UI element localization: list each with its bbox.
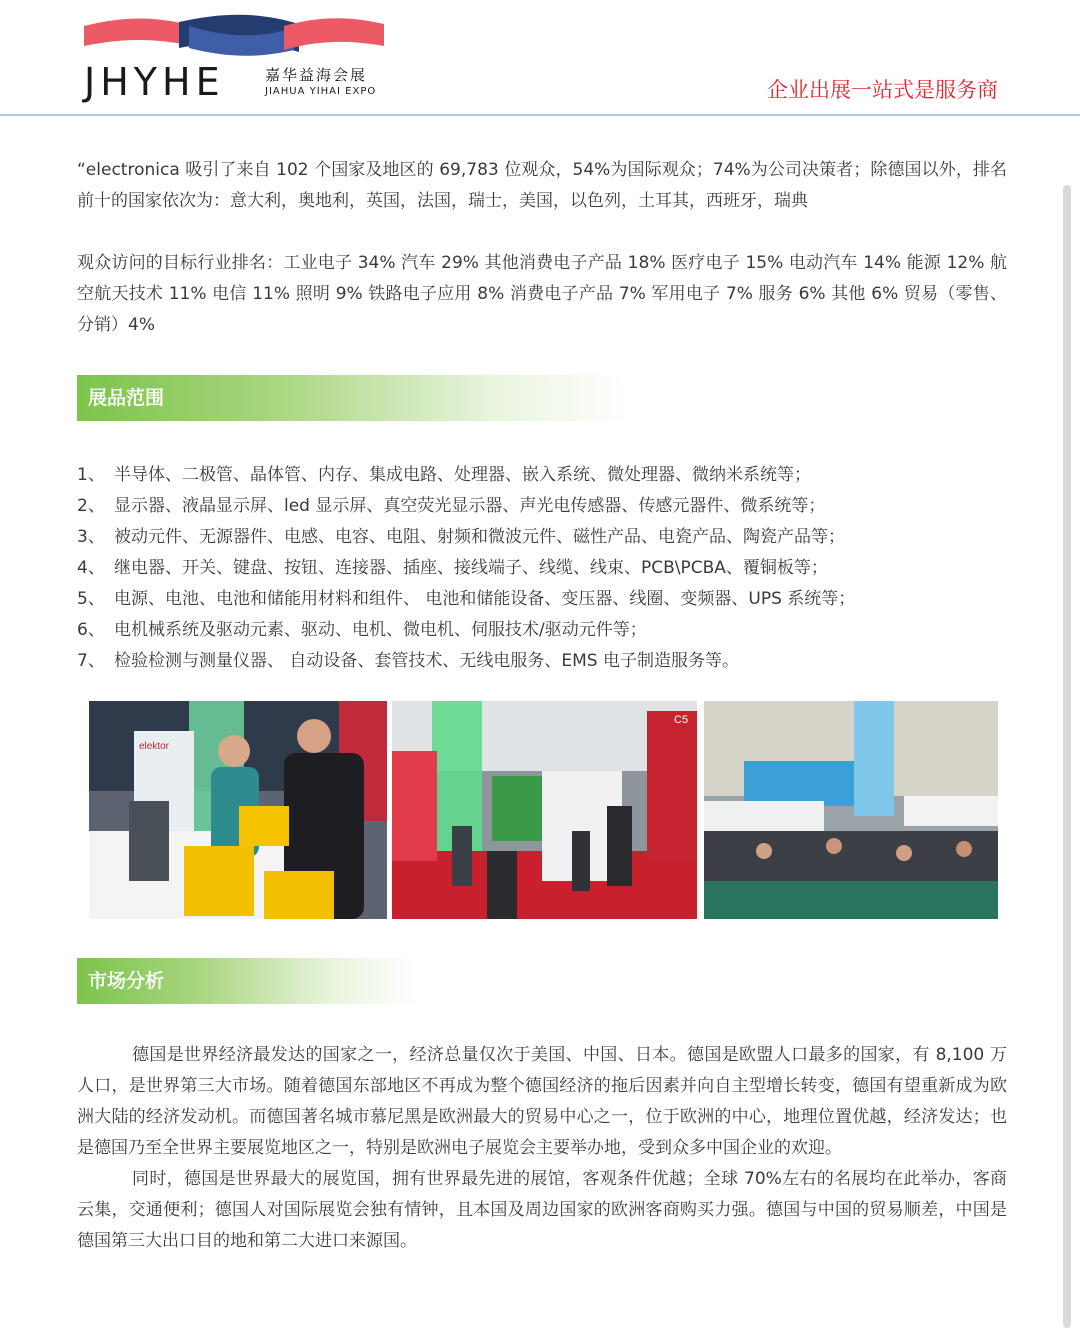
list-item-number: 4、 xyxy=(77,558,105,578)
products-section-heading xyxy=(77,375,632,421)
list-item xyxy=(77,460,1007,491)
logo-wordmark: JHYHE xyxy=(84,60,225,104)
page-edge-scrollbar[interactable] xyxy=(1063,185,1071,1328)
list-item-number: 1、 xyxy=(77,465,105,485)
list-item xyxy=(77,522,1007,553)
logo-wave-graphic xyxy=(84,12,384,60)
logo-english-name: JIAHUA YIHAI EXPO xyxy=(265,86,377,97)
list-item-number: 5、 xyxy=(77,589,105,609)
product-category-list xyxy=(77,460,1007,677)
products-section-title: 展品范围 xyxy=(88,387,165,409)
exhibition-photo-hall xyxy=(392,701,697,919)
hall-sign-text: C5 xyxy=(674,714,689,726)
visitor-stats-paragraph: “electronica 吸引了来自 102 个国家及地区的 69,783 位观众，54%为国际观众；74%为公司决策者；除德国以外，排名前十的国家依次为：意大利，奥地利，英国，法国，瑞士，美国，以色列，土耳其，西班牙，瑞典 xyxy=(77,160,1007,211)
industry-ranking-paragraph: 观众访问的目标行业排名：工业电子 34% 汽车 29% 其他消费电子产品 18% 医疗电子 15% 电动汽车 14% 能源 12% 航空航天技术 11% 电信 11% 照明 9% 铁路电子应用 8% 消费电子产品 7% 军用电子 7% 服务 6% 其他 6% 贸易（零售、分销）4% xyxy=(77,253,1007,335)
market-section-title: 市场分析 xyxy=(88,970,165,992)
logo-chinese-name: 嘉华益海会展 xyxy=(265,66,368,84)
market-section-heading xyxy=(77,958,417,1004)
list-item-text: 继电器、开关、键盘、按钮、连接器、插座、接线端子、线缆、线束、PCB\PCBA、覆铜板等； xyxy=(114,558,828,578)
list-item-text: 被动元件、无源器件、电感、电容、电阻、射频和微波元件、磁性产品、电瓷产品、陶瓷产品等； xyxy=(114,527,845,547)
exhibition-photo-demo xyxy=(89,701,387,919)
booth-sign-text: elektor xyxy=(139,741,170,752)
list-item-number: 2、 xyxy=(77,496,105,516)
exhibition-photo-crowd xyxy=(704,701,998,919)
list-item-number: 6、 xyxy=(77,620,105,640)
list-item-text: 电机械系统及驱动元素、驱动、电机、微电机、伺服技术/驱动元件等； xyxy=(114,620,647,640)
list-item xyxy=(77,584,1007,615)
market-paragraph-2: 同时，德国是世界最大的展览国，拥有世界最先进的展馆，客观条件优越；全球 70%左右的名展均在此举办，客商云集，交通便利；德国人对国际展览会独有情钟，且本国及周边国家的欧洲客商购买力强。德国与中国的贸易顺差，中国是德国第三大出口目的地和第二大进口来源国。 xyxy=(77,1169,1007,1251)
list-item xyxy=(77,615,1007,646)
market-paragraph-1: 德国是世界经济最发达的国家之一，经济总量仅次于美国、中国、日本。德国是欧盟人口最多的国家，有 8,100 万人口，是世界第三大市场。随着德国东部地区不再成为整个德国经济的拖后因素并向自主型增长转变，德国有望重新成为欧洲大陆的经济发动机。而德国著名城市慕尼黑是欧洲最大的贸易中心之一，位于欧洲的中心，地理位置优越，经济发达；也是德国乃至全世界主要展览地区之一，特别是欧洲电子展览会主要举办地，受到众多中国企业的欢迎。 xyxy=(77,1045,1007,1158)
list-item-text: 半导体、二极管、晶体管、内存、集成电路、处理器、嵌入系统、微处理器、微纳米系统等； xyxy=(114,465,811,485)
list-item-text: 检验检测与测量仪器、 自动设备、套管技术、无线电服务、EMS 电子制造服务等。 xyxy=(114,651,740,671)
list-item-text: 显示器、液晶显示屏、led 显示屏、真空荧光显示器、声光电传感器、传感元器件、微系统等； xyxy=(114,496,826,516)
list-item-number: 3、 xyxy=(77,527,105,547)
page-header xyxy=(0,0,1080,118)
list-item xyxy=(77,553,1007,584)
list-item xyxy=(77,491,1007,522)
header-slogan: 企业出展一站式是服务商 xyxy=(767,78,998,102)
list-item-number: 7、 xyxy=(77,651,105,671)
header-divider xyxy=(0,114,1080,116)
list-item-text: 电源、电池、电池和储能用材料和组件、 电池和储能设备、变压器、线圈、变频器、UPS 系统等； xyxy=(114,589,856,609)
list-item xyxy=(77,646,1007,677)
